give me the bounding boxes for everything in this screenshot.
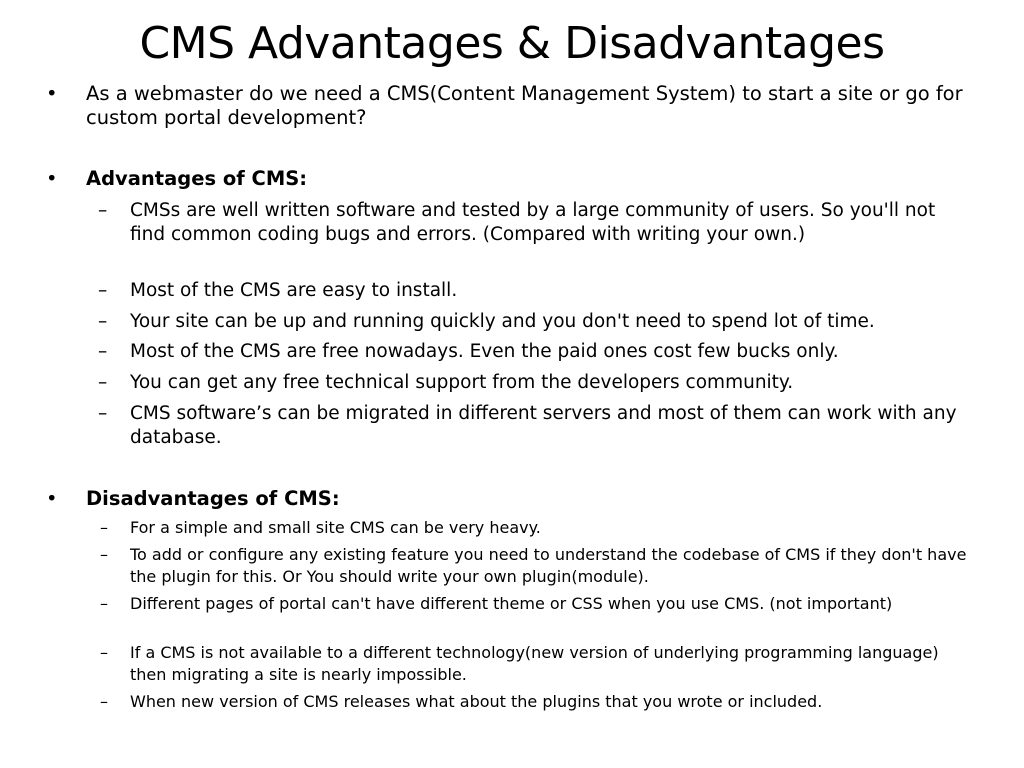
advantage-text: CMSs are well written software and tested by a large community of users. So you'll not find common coding bugs and errors. (Compared with writing your own.) [130, 200, 936, 245]
advantage-text: You can get any free technical support from the developers community. [130, 372, 794, 393]
disadvantage-text: When new version of CMS releases what about the plugins that you wrote or included. [130, 692, 823, 711]
advantage-item [98, 402, 975, 450]
disadvantage-item [100, 544, 975, 588]
advantages-heading-bullet [46, 167, 966, 191]
advantage-text: CMS software’s can be migrated in different servers and most of them can work with any database. [130, 403, 957, 448]
intro-bullet [46, 82, 966, 130]
advantage-item [98, 279, 975, 303]
advantage-item [98, 199, 975, 247]
dash-marker: – [98, 311, 108, 332]
advantages-heading: Advantages of CMS: [86, 167, 308, 190]
disadvantage-item [100, 517, 975, 539]
advantage-item [98, 310, 975, 334]
disadvantage-item [100, 593, 975, 615]
advantage-text: Most of the CMS are free nowadays. Even the paid ones cost few bucks only. [130, 341, 839, 362]
dash-marker: – [100, 692, 108, 711]
dash-marker: – [100, 518, 108, 537]
disadvantage-text: For a simple and small site CMS can be very heavy. [130, 518, 541, 537]
dash-marker: – [98, 403, 108, 424]
disadvantages-heading-bullet [46, 487, 966, 511]
bullet-marker: • [46, 167, 58, 190]
slide-title: CMS Advantages & Disadvantages [139, 18, 885, 69]
intro-text: As a webmaster do we need a CMS(Content Management System) to start a site or go for custom portal development? [86, 82, 963, 129]
dash-marker: – [98, 341, 108, 362]
disadvantage-text: Different pages of portal can't have different theme or CSS when you use CMS. (not important) [130, 594, 893, 613]
disadvantage-text: To add or configure any existing feature you need to understand the codebase of CMS if they don't have the plugin for this. Or You should write your own plugin(module). [130, 545, 967, 586]
advantage-text: Most of the CMS are easy to install. [130, 280, 458, 301]
advantage-item [98, 371, 975, 395]
advantage-text: Your site can be up and running quickly and you don't need to spend lot of time. [130, 311, 875, 332]
dash-marker: – [100, 594, 108, 613]
bullet-marker: • [46, 82, 58, 105]
dash-marker: – [98, 372, 108, 393]
dash-marker: – [100, 643, 108, 662]
bullet-marker: • [46, 487, 58, 510]
disadvantages-heading: Disadvantages of CMS: [86, 487, 340, 510]
disadvantage-text: If a CMS is not available to a different technology(new version of underlying programming language) then migrating a site is nearly impossible. [130, 643, 939, 684]
disadvantage-item [100, 642, 975, 686]
dash-marker: – [100, 545, 108, 564]
dash-marker: – [98, 280, 108, 301]
dash-marker: – [98, 200, 108, 221]
disadvantage-item [100, 691, 975, 713]
advantage-item [98, 340, 975, 364]
